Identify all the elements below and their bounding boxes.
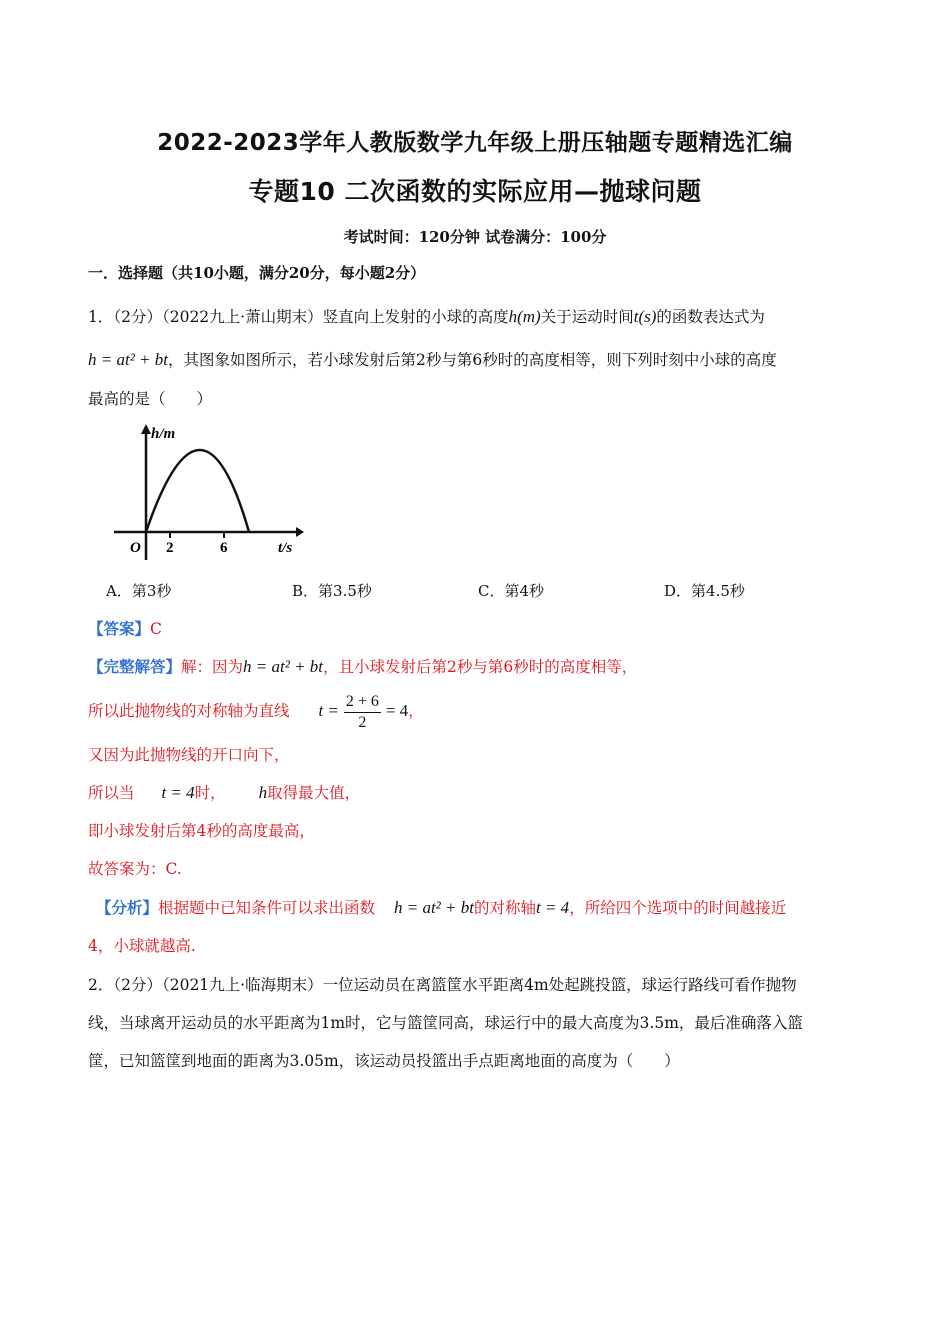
- document-subtitle: 专题10 二次函数的实际应用—抛球问题: [248, 177, 702, 206]
- axis-line-text: 所以此抛物线的对称轴为直线: [88, 702, 290, 720]
- solution-line1: [88, 656, 637, 678]
- q1-stem-text-line2: ，其图象如图所示，若小球发射后第2秒与第6秒时的高度相等，则下列时刻中小球的高度: [168, 351, 777, 369]
- q2-line2: 线，当球离开运动员的水平距离为1m时，它与篮筐同高，球运行中的最大高度为3.5m，最后准确落入篮: [88, 1014, 803, 1032]
- tick-6-label: 6: [220, 540, 228, 556]
- analysis-line1: [96, 897, 786, 919]
- axis-fraction: [344, 692, 381, 733]
- fraction-denominator: 2: [358, 713, 367, 731]
- axis-result: = 4: [385, 701, 409, 720]
- solution-open-line: 又因为此抛物线的开口向下，: [88, 746, 290, 764]
- q1-parabola-graph: [106, 420, 306, 570]
- analysis-t-eq: t = 4: [535, 898, 570, 917]
- q1-formula: h = at² + bt: [88, 350, 168, 369]
- q1-stem-text-c: 的函数表达式为: [656, 308, 765, 326]
- analysis-formula: h = at² + bt: [393, 898, 474, 917]
- q2-line1: 2．（2分）（2021九上·临海期末）一位运动员在离篮筐水平距离4m处起跳投篮，球运行路线可看作抛物: [88, 976, 797, 994]
- choice-c: C．第4秒: [478, 582, 545, 600]
- solution-max-line: 即小球发射后第4秒的高度最高，: [88, 822, 315, 840]
- analysis-text-c: ，所给四个选项中的时间越接近: [569, 899, 787, 917]
- analysis-tag: 【分析】: [96, 898, 159, 917]
- analysis-text-a: 根据题中已知条件可以求出函数: [158, 899, 376, 917]
- answer-value: C: [150, 620, 162, 638]
- exam-meta: 考试时间：120分钟 试卷满分：100分: [343, 228, 607, 246]
- choice-b: B．第3.5秒: [292, 582, 372, 600]
- x-axis-arrow: [296, 527, 304, 537]
- q2-line3: 筐，已知篮筐到地面的距离为3.05m，该运动员投篮出手点距离地面的高度为（ ）: [88, 1052, 680, 1070]
- tick-2-label: 2: [166, 540, 174, 556]
- solution-lead: 解：因为: [181, 658, 244, 676]
- document-title: 2022-2023学年人教版数学九年级上册压轴题专题精选汇编: [157, 130, 793, 156]
- q1-stem-line1: [88, 306, 765, 328]
- when-h: h: [258, 783, 268, 802]
- when-t-eq: t = 4: [161, 783, 195, 802]
- q1-stem-text-b: 关于运动时间: [540, 308, 634, 326]
- when-text-c: 取得最大值，: [267, 784, 361, 802]
- q1-answer-line: [88, 618, 162, 640]
- analysis-line2: 4，小球就越高.: [88, 937, 196, 955]
- q1-s-unit: (s): [638, 307, 657, 326]
- solution-formula: h = at² + bt: [243, 657, 324, 676]
- origin-label: O: [130, 540, 141, 556]
- answer-tag: 【答案】: [88, 619, 151, 638]
- parabola-curve: [146, 450, 249, 532]
- section-heading: 一．选择题（共10小题，满分20分，每小题2分）: [88, 264, 426, 282]
- q1-stem-line3: 最高的是（ ）: [88, 390, 213, 408]
- solution-tag: 【完整解答】: [88, 657, 182, 676]
- q1-stem-text-a: 1．（2分）（2022九上·萧山期末）竖直向上发射的小球的高度: [88, 308, 509, 326]
- y-axis-arrow: [141, 424, 151, 434]
- axis-t-eq: t =: [318, 701, 339, 720]
- fraction-numerator: 2 + 6: [344, 692, 381, 713]
- solution-when-line: [88, 782, 360, 804]
- q1-m-unit: (m): [517, 307, 541, 326]
- choice-a: A．第3秒: [106, 582, 172, 600]
- q1-t-variable: t: [633, 307, 639, 326]
- x-axis-label: t/s: [278, 540, 293, 556]
- solution-final-line: 故答案为：C.: [88, 860, 182, 878]
- y-axis-label: h/m: [151, 426, 176, 442]
- q1-stem-line2: [88, 349, 777, 371]
- analysis-text-b: 的对称轴: [473, 899, 536, 917]
- axis-tail: ，: [408, 702, 424, 720]
- when-text-b: 时，: [194, 784, 226, 802]
- solution-line1-tail: ，且小球发射后第2秒与第6秒时的高度相等，: [323, 658, 638, 676]
- when-text-a: 所以当: [88, 784, 135, 802]
- q1-h-variable: h: [508, 307, 518, 326]
- solution-axis-line: [88, 686, 424, 736]
- choice-d: D．第4.5秒: [664, 582, 745, 600]
